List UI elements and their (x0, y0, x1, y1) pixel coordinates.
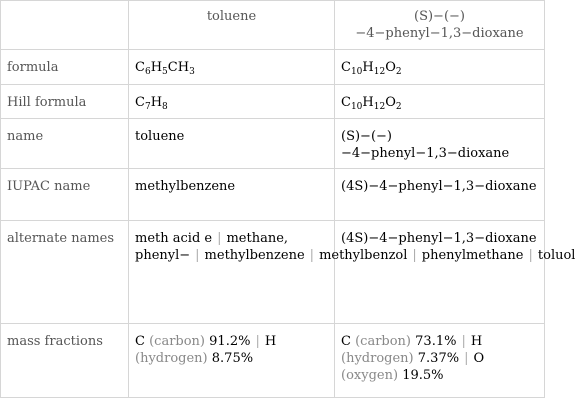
element-symbol: C (135, 334, 145, 349)
alt-name: methylbenzene (204, 248, 305, 263)
alt-name: phenylmethane (421, 248, 524, 263)
hill-formula-dioxane (335, 85, 545, 119)
element-name: (carbon) (149, 334, 206, 349)
formula-subscript: 12 (373, 102, 386, 112)
formula-symbol: C (341, 95, 351, 110)
name-dioxane: (S)−(−)−4−phenyl−1,3−dioxane (335, 119, 545, 169)
row-label-hill-formula: Hill formula (1, 85, 129, 119)
formula-subscript: 2 (395, 67, 402, 77)
formula-subscript: 10 (350, 67, 363, 77)
element-symbol: H (264, 334, 277, 349)
iupac-name-toluene: methylbenzene (129, 169, 335, 221)
alt-name: toluol (537, 248, 575, 263)
alt-name: methylbenzol (319, 248, 408, 263)
row-label-formula: formula (1, 50, 129, 85)
alt-name: meth acid e (135, 231, 213, 246)
separator: | (217, 231, 222, 246)
formula-symbol: O (385, 95, 396, 110)
table-row (1, 324, 545, 398)
mass-fraction-value: 73.1% (415, 334, 457, 349)
formula-symbol: O (385, 60, 396, 75)
mass-fractions-toluene (129, 324, 335, 398)
formula-subscript: 12 (373, 67, 386, 77)
formula-symbol: CH (167, 60, 190, 75)
row-label-mass-fractions: mass fractions (1, 324, 129, 398)
table-row (1, 169, 545, 221)
header-row (1, 1, 545, 50)
element-symbol: H (470, 334, 483, 349)
mass-fraction-value: 91.2% (209, 334, 251, 349)
element-name: (hydrogen) (135, 351, 208, 366)
formula-symbol: C (135, 95, 145, 110)
alternate-names-dioxane: (4S)−4−phenyl−1,3−dioxane (335, 221, 545, 324)
separator: | (255, 334, 260, 349)
separator: | (528, 248, 533, 263)
formula-dioxane (335, 50, 545, 85)
separator: | (461, 334, 466, 349)
element-symbol: O (473, 351, 485, 366)
formula-symbol: H (150, 95, 163, 110)
element-symbol: C (341, 334, 351, 349)
formula-symbol: H (362, 60, 374, 75)
formula-subscript: 6 (144, 67, 151, 77)
formula-subscript: 7 (144, 102, 151, 112)
separator: | (309, 248, 315, 263)
row-label-alternate-names: alternate names (1, 221, 129, 324)
formula-symbol: C (341, 60, 351, 75)
column-header-dioxane: (S)−(−)−4−phenyl−1,3−dioxane (335, 1, 545, 50)
separator: | (195, 248, 200, 263)
mass-fraction-value: 19.5% (402, 368, 444, 383)
formula-subscript: 2 (395, 102, 402, 112)
formula-symbol: C (135, 60, 145, 75)
mass-fraction-value: 8.75% (211, 351, 254, 366)
element-name: (hydrogen) (341, 351, 414, 366)
name-toluene: toluene (129, 119, 335, 169)
corner-cell (1, 1, 129, 50)
formula-subscript: 5 (162, 67, 168, 77)
formula-symbol: H (362, 95, 374, 110)
element-name: (carbon) (355, 334, 412, 349)
table-row (1, 50, 545, 85)
formula-subscript: 8 (162, 102, 168, 112)
row-label-iupac-name: IUPAC name (1, 169, 129, 221)
column-header-toluene: toluene (129, 1, 335, 50)
iupac-name-dioxane: (4S)−4−phenyl−1,3−dioxane (335, 169, 545, 221)
formula-symbol: H (150, 60, 163, 75)
separator: | (464, 351, 469, 366)
mass-fractions-dioxane (335, 324, 545, 398)
table-row (1, 221, 545, 324)
table-row (1, 85, 545, 119)
alt-name: methane, phenyl− (135, 231, 289, 263)
mass-fraction-value: 7.37% (417, 351, 460, 366)
element-name: (oxygen) (341, 368, 399, 383)
table-row (1, 119, 545, 169)
row-label-name: name (1, 119, 129, 169)
formula-toluene (129, 50, 335, 85)
hill-formula-toluene (129, 85, 335, 119)
formula-subscript: 3 (189, 67, 195, 77)
separator: | (412, 248, 417, 263)
formula-subscript: 10 (350, 102, 363, 112)
